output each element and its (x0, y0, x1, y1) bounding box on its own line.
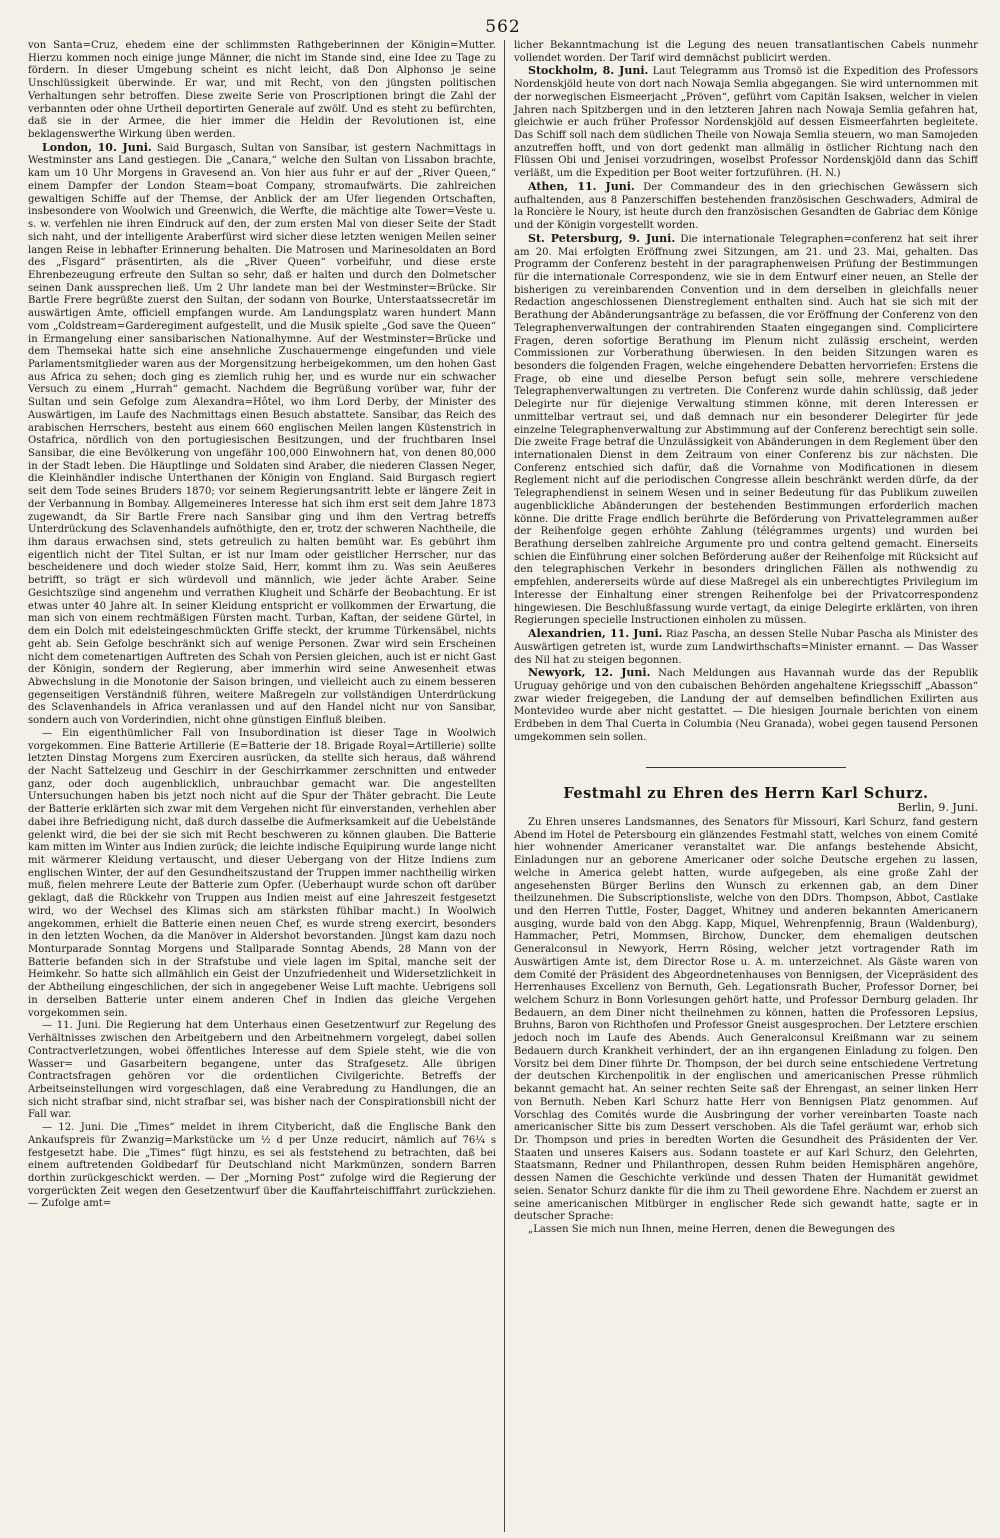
alexandrien-text: Riaz Pascha, an dessen Stelle Nubar Pascha als Minister des Auswärtigen getreten ist, wurde zum Landwirthschafts=Minister ernannt. — Das Wasser des Nil hat zu steigen begonnen. (514, 629, 978, 666)
athen-text: Der Commandeur des in den griechischen Gewässern sich aufhaltenden, aus 8 Panzerschiffen bestehenden französischen Geschwaders, Admiral de la Roncière le Noury, ist heute durch den französischen Gesandten de Gabriac dem Könige und der Königin vorgestellt worden. (514, 181, 978, 232)
stockholm-article (514, 65, 978, 180)
columns (28, 40, 978, 1532)
june-12-paragraph: — 12. Juni. Die „Times“ meldet in ihrem Citybericht, daß die Englische Bank den Ankaufspreis für Zwanzig=Markstücke um ½ d per Unze reducirt, nämlich auf 76¼ s festgesetzt habe. Die „Times“ fügt hinzu, es sei als feststehend zu betrachten, daß bei einem auftretenden Goldbedarf für Deutschland nicht Markmünzen, sondern Barren dorthin zurückgeschickt werden. — Der „Morning Post“ zufolge wird die Regierung der vorgerückten Zeit wegen den Gesetzentwurf über die Kauffahrteischifffahrt zurückziehen. — Zufolge amt= (28, 1122, 496, 1210)
insubordination-paragraph: — Ein eigenthümlicher Fall von Insubordination ist dieser Tage in Woolwich vorgekommen. Eine Batterie Artillerie (E=Batterie der 18. Brigade Royal=Artillerie) sollte letzten Dinstag Morgens zum Exerciren ausrücken, da stellte sich heraus, daß während der Nacht Sattelzeug und Geschirr in der Geschirrkammer zerschnitten und entweder ganz, oder doch augenblicklich, unbrauchbar gemacht war. Die angestellten Untersuchungen haben bis jetzt noch nicht auf die Spur der Thäter gebracht. Die Leute der Batterie erklärten sich zwar mit dem Vergehen nicht für einverstanden, verhehlen aber dabei ihre Befriedigung nicht, daß durch dasselbe die Aufmerksamkeit auf die Uebelstände gelenkt wird, die bei der sie sich mit Recht beschweren zu können glauben. Die Batterie kam mitten im Winter aus Indien zurück; die leichte indische Equipirung wurde lange nicht mit wärmerer Kleidung vertauscht, und dieser Uebergang von der Hitze Indiens zum englischen Winter, der auf den Gesundheitszustand der Truppen immer nachtheilig wirken muß, fielen mehrere Leute der Batterie zum Opfer. (Ueberhaupt wurde schon oft darüber geklagt, daß die Rückkehr von Truppen aus Indien meist auf eine Jahreszeit festgesetzt wird, wo der Wechsel des Klimas sich am stärksten fühlbar macht.) In Woolwich angekommen, erhielt die Batterie einen neuen Chef, es wurde streng exercirt, besonders in den letzten Wochen, da die Manöver in Aldershot bevorstanden. Jüngst kam dazu noch Monturparade Sonntag Morgens und Stallparade Sonntag Abends, 28 Mann von der Batterie befanden sich in der Strafstube und viele lagen im Spital, manche seit der Heimkehr. So hatte sich allmählich ein Geist der Unzufriedenheit und Widersetzlichkeit in der Abtheilung eingeschlichen, der sich in angegebener Weise Luft machte. Uebrigens soll in derselben Batterie unter einem anderen Chef in Indien das gleiche Vergehen vorgekommen sein. (28, 727, 496, 1019)
london-text: Said Burgasch, Sultan von Sansibar, ist gestern Nachmittags in Westminster ans Land gestiegen. Die „Canara,“ welche den Sultan von Lissabon brachte, kam um 10 Uhr Morgens in Gravesend an. Von hier aus fuhr er auf der „River Queen,“ einem Dampfer der London Steam=boat Company, stromaufwärts. Die zahlreichen gewaltigen Schiffe auf der Themse, der Anblick der am Ufer liegenden Ortschaften, insbesondere von Woolwich und Greenwich, die Werfte, die mächtige alte Tower=Veste u. s. w. verfehlen nie ihren Eindruck auf den, der zum ersten Mal von dieser Seite der Stadt sich naht, und der intelligente Araberfürst wird sicher diese letzten wenigen Meilen seiner langen Reise in lebhafter Erinnerung behalten. Die Matrosen und Marinesoldaten an Bord des „Fisgard“ präsentirten, als die „River Queen“ vorbeifuhr, und diese erste Ehrenbezeugung erfreute den Sultan so sehr, daß er halten und durch den Dolmetscher seinen Dank aussprechen ließ. Um 2 Uhr landete man bei der Westminster=Brücke. Sir Bartle Frere begrüßte zuerst den Sultan, der sodann von Bourke, Unterstaatssecretär im auswärtigen Amte, officiell empfangen wurde. Am Landungsplatz waren hundert Mann vom „Coldstream=Garderegiment aufgestellt, und die Musik spielte „God save the Queen“ in Ermangelung einer sansibarischen Nationalhymne. Auf der Westminster=Brücke und dem Themsekai hatte sich eine ansehnliche Zuschauermenge eingefunden und viele Parlamentsmitglieder waren aus der Morgensitzung herbeigekommen, um den hohen Gast aus Africa zu sehen; doch ging es ziemlich ruhig her, und es wurde nur ein schwacher Versuch zu einem „Hurrah“ gemacht. Nachdem die Begrüßung vorüber war, fuhr der Sultan und sein Gefolge zum Alexandra=Hôtel, wo ihm Lord Derby, der Minister des Auswärtigen, im Laufe des Nachmittags einen Besuch abstattete. Sansibar, das Reich des arabischen Herrschers, besteht aus einem 660 englischen Meilen langen Küstenstrich in Ostafrica, nördlich von den portugiesischen Besitzungen, und der fruchtbaren Insel Sansibar, die eine Bevölkerung von ungefähr 100,000 Einwohnern hat, von denen 80,000 in der Stadt leben. Die Häuptlinge und Soldaten sind Araber, die niederen Classen Neger, die Kleinhändler indische Unterthanen der Königin von England. Said Burgasch regiert seit dem Tode seines Bruders 1870; vor seinem Regierungsantritt lebte er längere Zeit in der Verbannung in Bombay. Allgemeineres Interesse hat sich ihm erst seit dem Jahre 1873 zugewandt, da Sir Bartle Frere nach Sansibar ging und ihm den Vertrag betreffs Unterdrückung des Sclavenhandels aufnöthigte, den er, trotz der schweren Nachtheile, die ihm daraus erwachsen sind, stets getreulich zu halten bemüht war. Es gebührt ihm eigentlich nicht der Titel Sultan, er ist nur Imam oder geistlicher Herrscher, nur das bescheidenere und doch wieder stolze Said, Herr, kommt ihm zu. Was sein Aeußeres betrifft, so trägt er sich würdevoll und männlich, wie jeder ächte Araber. Seine Gesichtszüge sind angenehm und verrathen Klugheit und Schärfe der Beobachtung. Er ist etwas unter 40 Jahre alt. In seiner Kleidung entspricht er vollkommen der Erwartung, die man sich von einem rechtmäßigen Fürsten macht. Turban, Kaftan, der seidene Gürtel, in dem ein Dolch mit edelsteingeschmückten Griffe steckt, der krumme Türkensäbel, nichts geht ab. Sein Gefolge beschränkt sich auf wenige Personen. Zwar wird sein Erscheinen nicht dem cometenartigen Auftreten des Schah von Persien gleichen, auch ist er nicht Gast der Königin, sondern der Regierung, aber immerhin wird seine Anwesenheit etwas Abwechslung in die Monotonie der Saison bringen, und vielleicht auch zu einem besseren gegenseitigen Verständniß führen, weitere Maßregeln zur vollständigen Unterdrückung des Sclavenhandels in Africa veranlassen und auf den Handel nicht nur von Sansibar, sondern auch von Vorderindien, nicht ohne günstigen Einfluß bleiben. (28, 142, 496, 727)
newyork-text: Nach Meldungen aus Havannah wurde das der Republik Uruguay gehörige und von den cubaischen Behörden angehaltene Kriegsschiff „Abasson“ zwar wieder freigegeben, die Landung der auf demselben befindlichen Exilirten aus Montevideo wurde aber nicht gestattet. — Die hiesigen Journale berichten von einem Erdbeben in dem Thal Cuerta in Columbia (Neu Granada), wobei gegen tausend Personen umgekommen sein sollen. (514, 668, 978, 743)
left-column (28, 40, 504, 1532)
stpetersburg-text: Die internationale Telegraphen=conferenz hat seit ihrer am 20. Mai erfolgten Eröffnung zwei Sitzungen, am 21. und 23. Mai, gehalten. Das Programm der Conferenz besteht in der paragraphenweisen Prüfung der Bestimmungen für die internationale Correspondenz, wie sie in dem Entwurf einer neuen, an Stelle der bisherigen zu vereinbarenden Convention und in dem derselben in gleichfalls neuer Redaction angeschlossenen Dienstreglement enthalten sind. Auch hat sie sich mit der Berathung der Abänderungsanträge zu befassen, die vor Eröffnung der Conferenz von den Telegraphenverwaltungen der contrahirenden Staaten eingegangen sind. Complicirtere Fragen, deren sofortige Berathung im Plenum nicht zulässig erscheint, werden Commissionen zur Vorberathung überwiesen. In den beiden Sitzungen waren es besonders die folgenden Fragen, welche eingehendere Debatten hervorriefen: Erstens die Frage, ob eine und dieselbe Person befugt sein solle, mehrere verschiedene Telegraphenverwaltungen zu vertreten. Die Conferenz wurde dahin schlüssig, daß jeder Delegirte nur für diejenige Verwaltung stimmen könne, mit deren Interessen er unmittelbar vertraut sei, und daß demnach nur ein besonderer Delegirter für jede einzelne Telegraphenverwaltung zur Abstimmung auf der Conferenz berechtigt sein solle. Die zweite Frage betraf die Unzulässigkeit von Abänderungen in dem Reglement über den internationalen Dienst in dem Zeitraum von einer Conferenz bis zur nächsten. Die Conferenz entschied sich dafür, daß die Vornahme von Modificationen in diesem Reglement nicht auf die periodischen Congresse allein beschränkt werden dürfe, da der Telegraphendienst in seinem Wesen und in seiner Bedeutung für das Publikum zuweilen augenblickliche Abänderungen der bestehenden Bestimmungen erforderlich machen könne. Die dritte Frage endlich berührte die Beförderung von Privattelegrammen außer der Reihenfolge gegen erhöhte Zahlung (télégrammes urgents) und wurden bei Berathung derselben zahlreiche Argumente pro und contra geltend gemacht. Einerseits schien die Einführung einer solchen Beförderung außer der Reihenfolge mit Rücksicht auf den telegraphischen Verkehr in besonders dringlichen Fällen als nothwendig zu empfehlen, andererseits würde auf diese Maßregel als ein unberechtigtes Privilegium im Interesse der Einhaltung einer strengen Reihenfolge bei der Privatcorrespondenz hingewiesen. Die Beschlußfassung wurde vertagt, da einige Delegirte erklärten, von ihren Regierungen specielle Instructionen einholen zu müssen. (514, 233, 978, 627)
spain-paragraph: von Santa=Cruz, ehedem eine der schlimmsten Rathgeberinnen der Königin=Mutter. Hierzu kommen noch einige junge Männer, die nicht im Stande sind, eine Idee zu Tage zu fördern. In dieser Umgebung scheint es nicht leicht, daß Don Alphonso je seine Unschlüssigkeit überwinde. Er war, und mit Recht, von den jüngsten politischen Verhaltungen sehr betroffen. Diese zweite Serie von Proscriptionen bringt die Zahl der verbannten oder ohne Urtheil deportirten Generale auf zwölf. Und es steht zu befürchten, daß sie in der Armee, die hier immer die Heldin der Revolutionen ist, eine beklagenswerthe Wirkung üben werden. (28, 40, 496, 141)
june-11-paragraph: — 11. Juni. Die Regierung hat dem Unterhaus einen Gesetzentwurf zur Regelung des Verhältnisses zwischen den Arbeitgebern und den Arbeitnehmern vorgelegt, dabei sollen Contractverletzungen, wobei öffentliches Interesse auf dem Spiele steht, wie die von Wasser= und Gasarbeitern begangene, unter das Strafgesetz. Alle übrigen Contractsfragen gehören vor die ordentlichen Civilgerichte. Betreffs der Arbeitseinstellungen wird vorgeschlagen, daß eine Verabredung zu Handlungen, die an sich nicht strafbar sind, nicht strafbar sei, was bisher nach der Conspirationsbill nicht der Fall war. (28, 1020, 496, 1121)
dateline-stockholm: Stockholm, 8. Juni. (528, 64, 649, 78)
dateline-alexandrien: Alexandrien, 11. Juni. (528, 627, 663, 641)
schurz-quote: „Lassen Sie mich nun Ihnen, meine Herren, denen die Bewegungen des (528, 1223, 895, 1235)
alexandrien-article (514, 628, 978, 667)
newyork-article (514, 667, 978, 744)
dateline-london: London, 10. Juni. (42, 140, 152, 154)
cable-paragraph: licher Bekanntmachung ist die Legung des neuen transatlantischen Cabels nunmehr vollendet worden. Der Tarif wird demnächst publicirt werden. (514, 40, 978, 64)
section-divider (646, 767, 846, 768)
section-dateline: Berlin, 9. Juni. (897, 801, 978, 815)
schurz-article: Zu Ehren unseres Landsmannes, des Senators für Missouri, Karl Schurz, fand gestern Abend im Hotel de Petersbourg ein glänzendes Festmahl statt, welches von einem Comité hier wohnender Americaner veranstaltet war. Die anfangs bestehende Absicht, Einladungen nur an geborene Americaner oder solche Deutsche ergehen zu lassen, welche in America gelebt hatten, wurde aufgegeben, als eine große Zahl der angesehensten Bürger Berlins den Wunsch zu erkennen gab, an dem Diner theilzunehmen. Die Subscriptionsliste, welche von den DDrs. Thompson, Abbot, Castlake und den Herren Tuttle, Foster, Dagget, Whitney und anderen bekannten Americanern ausging, wurde bald von den Abgg. Kapp, Miquel, Wehrenpfennig, Braun (Waldenburg), Hammacher, Petri, Mommsen, Birchow, Duncker, dem ehemaligen deutschen Generalconsul in Newyork, Herrn Rösing, welcher jetzt vortragender Rath im Auswärtigen Amte ist, dem Director Rose u. A. m. unterzeichnet. Als Gäste waren von dem Comité der Präsident des Abgeordnetenhauses von Bennigsen, der Vicepräsident des Herrenhauses Excellenz von Bernuth, Geh. Legationsrath Bucher, Professor Dorner, bei welchem Schurz in Bonn Vorlesungen gehört hatte, und Professor Dernburg geladen. Ihr Bedauern, an dem Diner nicht theilnehmen zu können, hatten die Professoren Lepsius, Bruhns, Baron von Richthofen und Professor Gneist ausgesprochen. Der Letztere erschien jedoch noch im Laufe des Abends. Auch Generalconsul Kreißmann war zu seinem Bedauern durch Krankheit verhindert, der an ihn ergangenen Einladung zu folgen. Den Vorsitz bei dem Diner führte Dr. Thompson, der bei durch seine entschiedene Vertretung der deutschen Kirchenpolitik in der englischen und americanischen Presse rühmlich bekannt gemacht hat. An seiner rechten Seite saß der Ehrengast, an seiner linken Herr von Bernuth. Neben Karl Schurz hatte Herr von Bennigsen Platz genommen. Auf Vorschlag des Comités wurde die Ausbringung der vorher vereinbarten Toaste nach americanischer Sitte bis zum Dessert verschoben. Als die Tafel geräumt war, erhob sich Dr. Thompson und pries in beredten Worten die Gesundheit des Präsidenten der Ver. Staaten und unseres Kaisers aus. Sodann toastete er auf Karl Schurz, den Gelehrten, Staatsmann, Redner und Philanthropen, dessen Ruhm beiden Hemisphären angehöre, dessen Namen die Geschichte verkünde und dessen Thaten der Humanität gewidmet seien. Senator Schurz dankte für die ihm zu Theil gewordene Ehre. Nachdem er zuerst an seine americanischen Mitbürger in englischer Rede sich gewandt hatte, sagte er in deutscher Sprache: (514, 816, 978, 1223)
section-title: Festmahl zu Ehren des Herrn Karl Schurz. (563, 784, 929, 802)
dateline-stpetersburg: St. Petersburg, 9. Juni. (528, 231, 676, 245)
dateline-athen: Athen, 11. Juni. (528, 179, 635, 193)
dateline-newyork: Newyork, 12. Juni. (528, 666, 651, 680)
stpetersburg-article (514, 233, 978, 628)
london-article (28, 142, 496, 728)
page-number: 562 (485, 17, 521, 37)
athen-article (514, 181, 978, 233)
stockholm-text: Laut Telegramm aus Tromsö ist die Expedition des Professors Nordenskjöld heute von dort nach Nowaja Semlia abgegangen. Sie wird unternommen mit der norwegischen Eismeerjacht „Pröven“, geführt vom Capitän Isaksen, welcher in vielen Jahren nach Spitzbergen und in den letzteren Jahren nach Nowaja Semlia gefahren hat, gleichwie er auch früher Professor Nordenskjöld auf dessen Eismeerfahrten begleitete. Das Schiff soll nach dem südlichen Theile von Nowaja Semlia steuern, wo man Samojeden anzutreffen hofft, und von dort gedenkt man allmälig in östlicher Richtung nach den Flüssen Obi und Jenisei vorzudringen, woselbst Professor Nordenskjöld dann das Schiff verläßt, um die Expedition per Boot weiter fortzuführen. (H. N.) (514, 66, 978, 180)
right-column (504, 40, 978, 1532)
